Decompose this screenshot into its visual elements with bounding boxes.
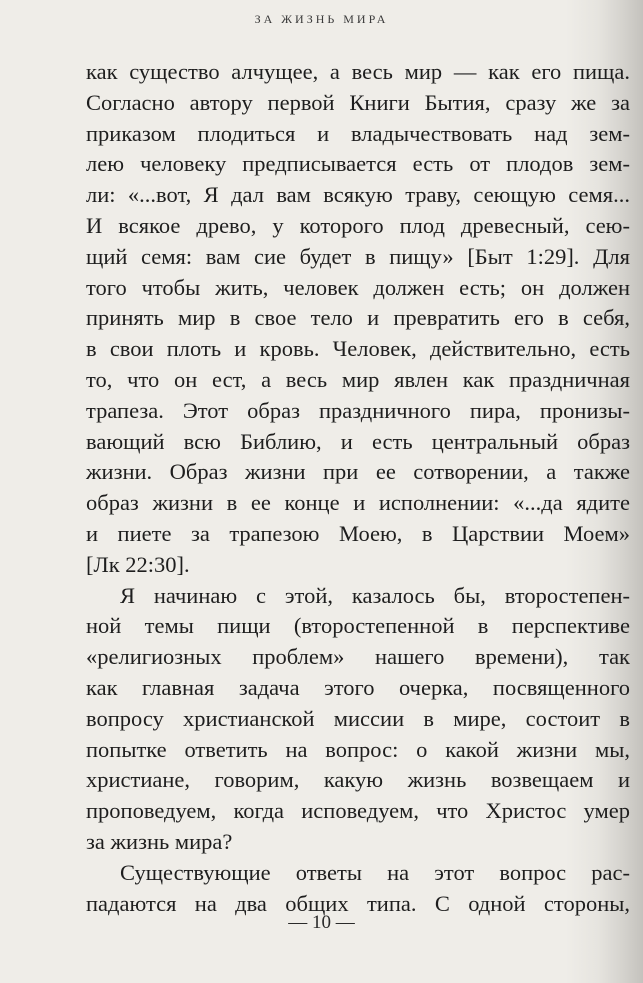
text-line: ли: «...вот, Я дал вам всякую траву, сеющую семя...	[86, 182, 630, 208]
text-line: И всякое древо, у которого плод древесный, сею-	[86, 212, 630, 238]
text-line: образ жизни в ее конце и исполнении: «...да ядите	[86, 490, 630, 516]
text-line: лею человеку предписывается есть от плодов зем-	[86, 151, 630, 177]
text-line: то, что он ест, а весь мир явлен как праздничная	[86, 366, 630, 392]
text-line: за жизнь мира?	[86, 828, 233, 854]
running-head: ЗА ЖИЗНЬ МИРА	[254, 12, 389, 26]
text-line: и пиете за трапезою Моею, в Царствии Моем»	[86, 520, 630, 546]
paragraph-first-line: Я начинаю с этой, казалось бы, второстепен-	[120, 582, 630, 608]
text-line: христиане, говорим, какую жизнь возвещаем и	[86, 767, 630, 793]
text-line: вающий всю Библию, и есть центральный образ	[86, 428, 630, 454]
text-line: проповедуем, когда исповедуем, что Христос умер	[86, 798, 630, 824]
text-line: вопросу христианской миссии в мире, состоит в	[86, 705, 630, 731]
text-line: приказом плодиться и владычествовать над зем-	[86, 120, 630, 146]
paragraph-first-line: Существующие ответы на этот вопрос рас-	[120, 859, 630, 885]
text-line: щий семя: вам сие будет в пищу» [Быт 1:29]. Для	[86, 243, 630, 269]
page-number: — 10 —	[288, 912, 355, 933]
text-line: того чтобы жить, человек должен есть; он должен	[86, 274, 630, 300]
text-line: падаются на два общих типа. С одной стороны,	[86, 890, 630, 916]
text-line: в свои плоть и кровь. Человек, действительно, есть	[86, 336, 630, 362]
text-line: Согласно автору первой Книги Бытия, сразу же за	[86, 89, 630, 115]
body-text	[86, 57, 630, 919]
text-line: [Лк 22:30].	[86, 551, 190, 577]
text-line: жизни. Образ жизни при ее сотворении, а также	[86, 459, 630, 485]
text-line: как существо алчущее, а весь мир — как его пища.	[86, 59, 630, 84]
text-line: принять мир в свое тело и превратить его в себя,	[86, 305, 630, 331]
text-line: трапеза. Этот образ праздничного пира, пронизы-	[86, 397, 630, 423]
text-line: «религиозных проблем» нашего времени), так	[86, 644, 630, 670]
text-line: как главная задача этого очерка, посвященного	[86, 674, 630, 700]
text-line: ной темы пищи (второстепенной в перспективе	[86, 613, 630, 639]
text-line: попытке ответить на вопрос: о какой жизни мы,	[86, 736, 630, 762]
